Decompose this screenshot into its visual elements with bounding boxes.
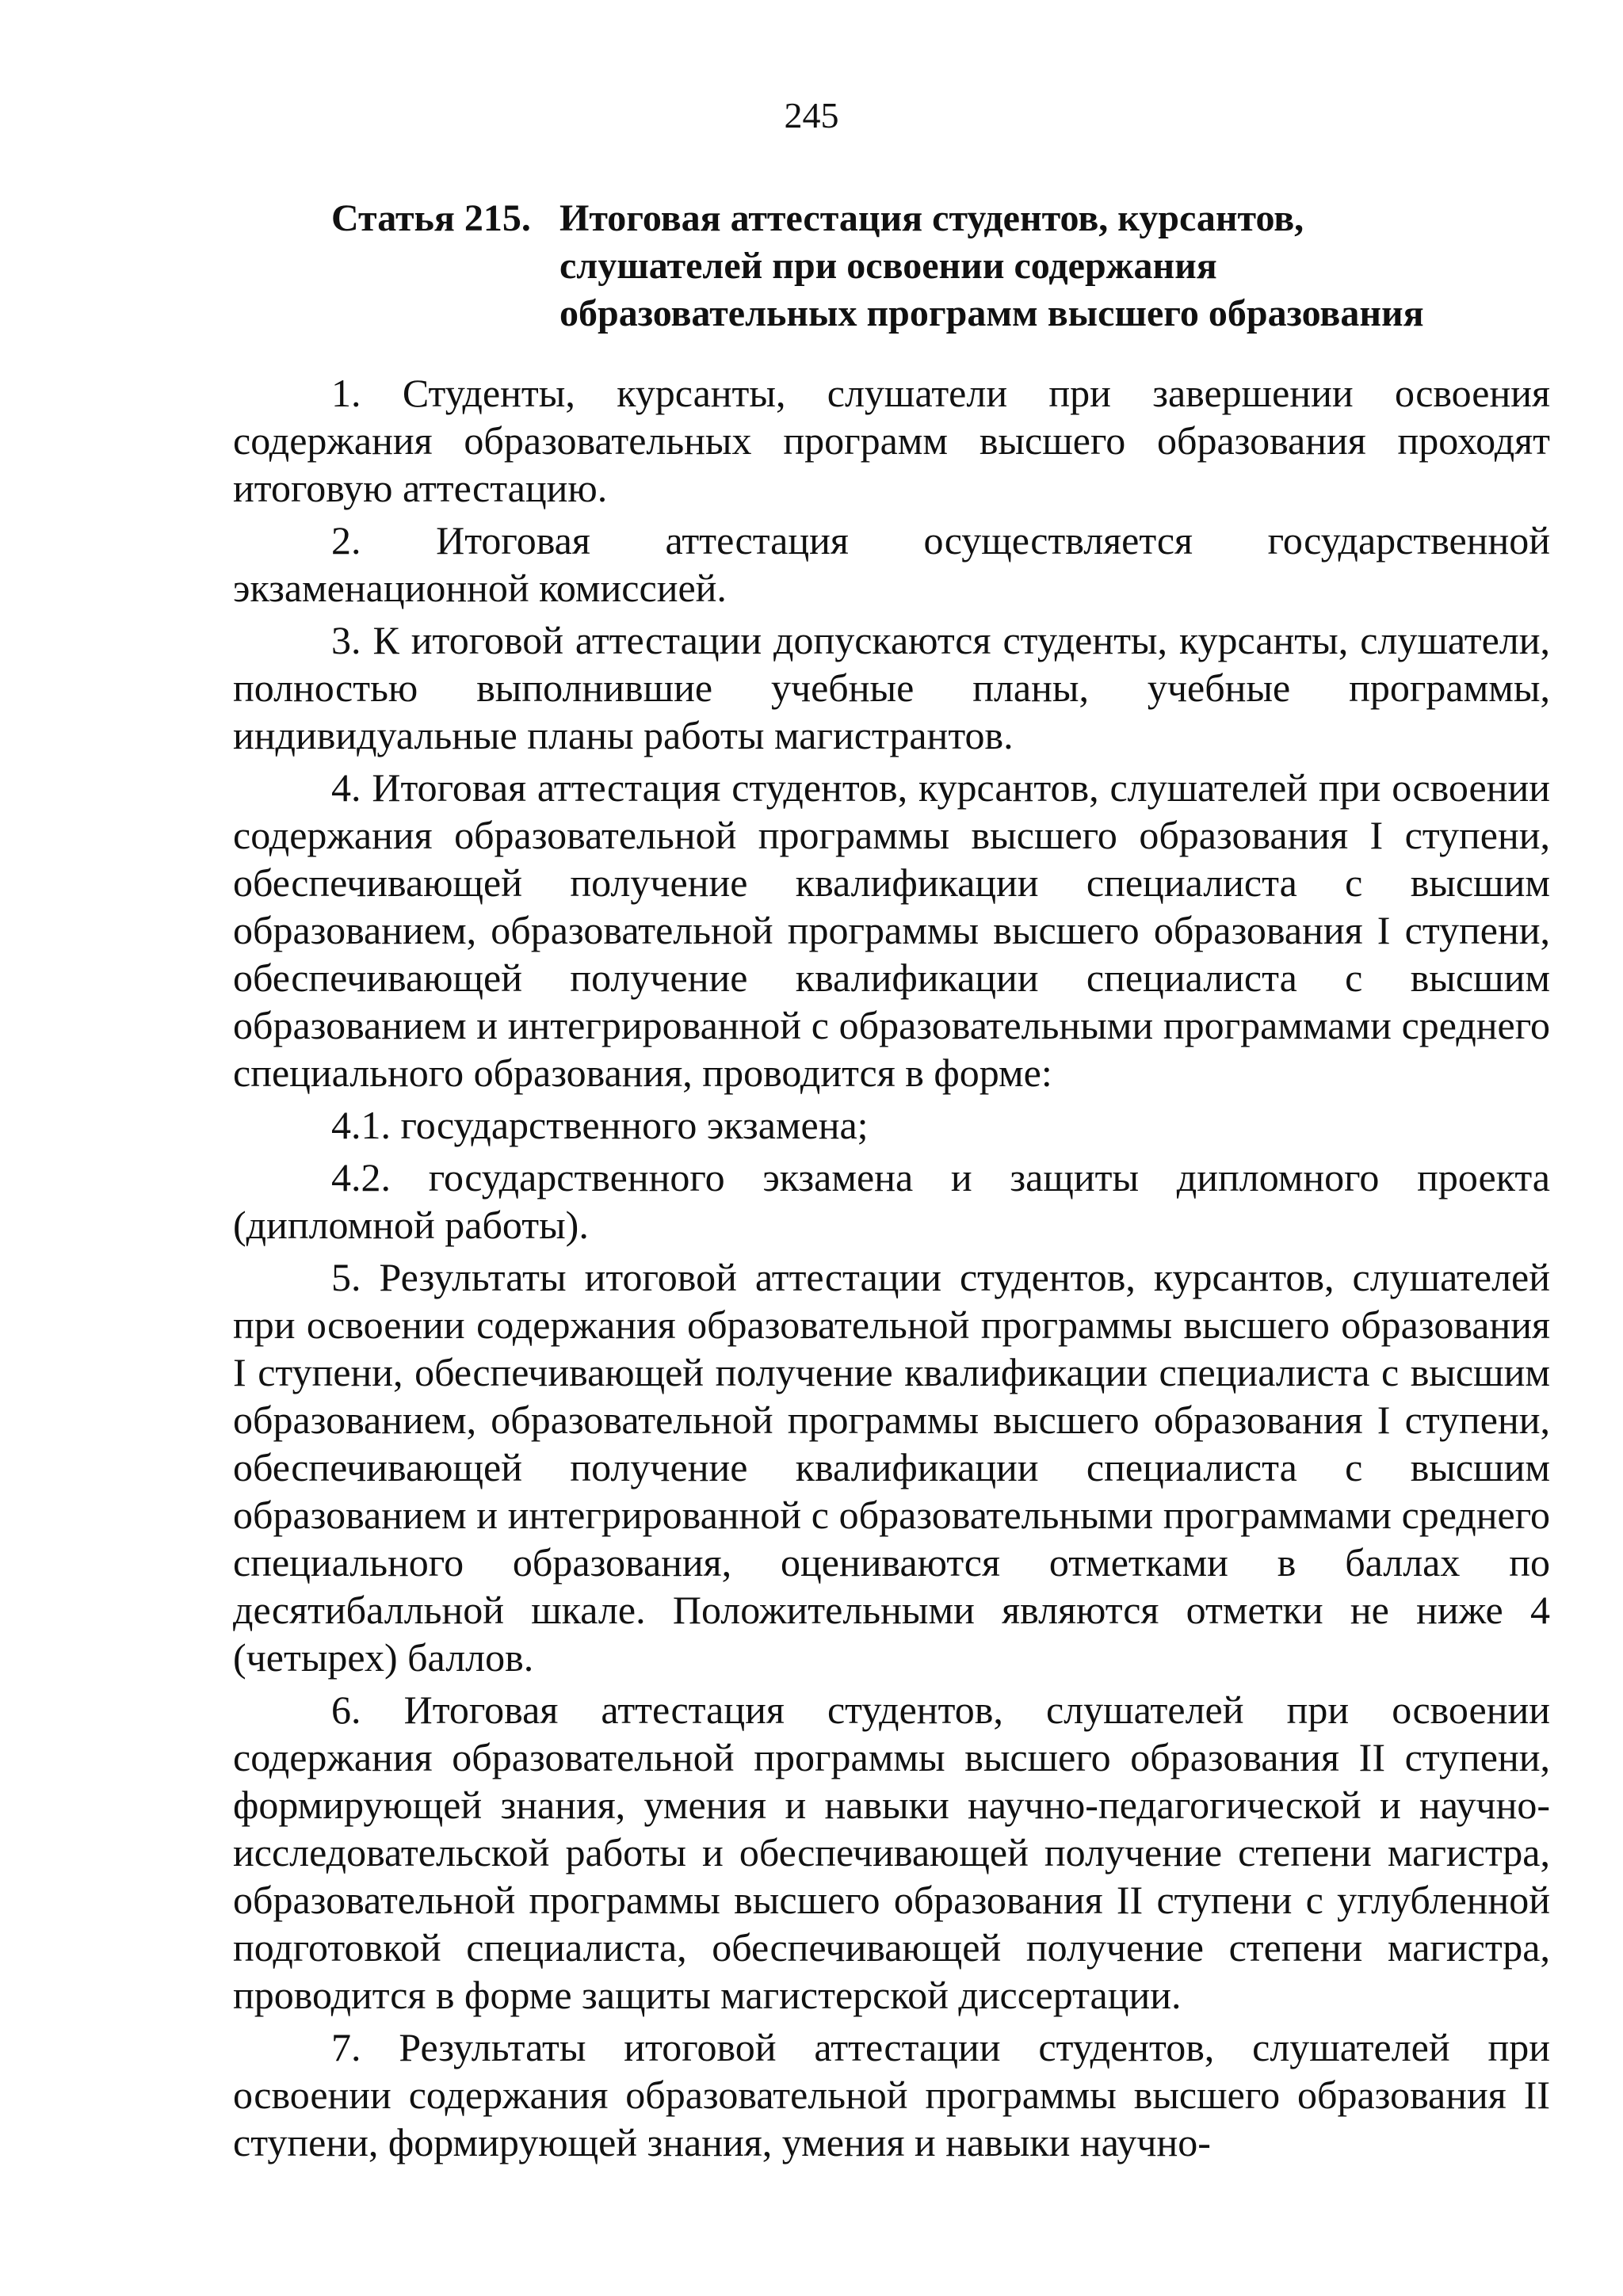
article-title-line: слушателей при освоении содержания — [559, 245, 1217, 287]
paragraph-7: 7. Результаты итоговой аттестации студентов, слушателей при освоении содержания образовательной программы высшего образования II ступени, формирующей знания, умения и навыки научно- — [233, 2025, 1550, 2164]
paragraph-5: 5. Результаты итоговой аттестации студентов, курсантов, слушателей при освоении содержания образовательной программы высшего образования I ступени, обеспечивающей получение квалификации специалиста с высшим образованием, образовательной программы высшего образования I ступени, обеспечивающей получение квалификации специалиста с высшим образованием и интегрированной с образовательными программами среднего специального образования, оцениваются отметками в баллах по десятибалльной шкале. Положительными являются отметки не ниже 4 (четырех) баллов. — [233, 1255, 1550, 1680]
paragraph-4-2: 4.2. государственного экзамена и защиты дипломного проекта (дипломной работы). — [233, 1155, 1550, 1247]
page-number: 245 — [784, 95, 839, 135]
article-heading — [331, 195, 1568, 338]
article-label: Статья 215. — [331, 197, 531, 239]
paragraph-6: 6. Итоговая аттестация студентов, слушателей при освоении содержания образовательной программы высшего образования II ступени, формирующей знания, умения и навыки научно-педагогической и научно-исследовательской работы и обеспечивающей получение степени магистра, образовательной программы высшего образования II ступени с углубленной подготовкой специалиста, обеспечивающей получение степени магистра, проводится в форме защиты магистерской диссертации. — [233, 1688, 1550, 2017]
paragraph-4-1: 4.1. государственного экзамена; — [331, 1103, 869, 1147]
paragraph-1: 1. Студенты, курсанты, слушатели при завершении освоения содержания образовательных программ высшего образования проходят итоговую аттестацию. — [233, 371, 1550, 510]
article-title-line: образовательных программ высшего образования — [559, 292, 1424, 334]
article-title — [559, 195, 1510, 338]
article-body — [233, 369, 1550, 2166]
paragraph-4: 4. Итоговая аттестация студентов, курсантов, слушателей при освоении содержания образовательной программы высшего образования I ступени, обеспечивающей получение квалификации специалиста с высшим образованием, образовательной программы высшего образования I ступени, обеспечивающей получение квалификации специалиста с высшим образованием и интегрированной с образовательными программами среднего специального образования, проводится в форме: — [233, 765, 1550, 1095]
paragraph-3: 3. К итоговой аттестации допускаются студенты, курсанты, слушатели, полностью выполнившие учебные планы, учебные программы, индивидуальные планы работы магистрантов. — [233, 618, 1550, 757]
article-title-line: Итоговая аттестация студентов, курсантов, — [559, 197, 1304, 239]
paragraph-2: 2. Итоговая аттестация осуществляется государственной экзаменационной комиссией. — [233, 518, 1550, 610]
